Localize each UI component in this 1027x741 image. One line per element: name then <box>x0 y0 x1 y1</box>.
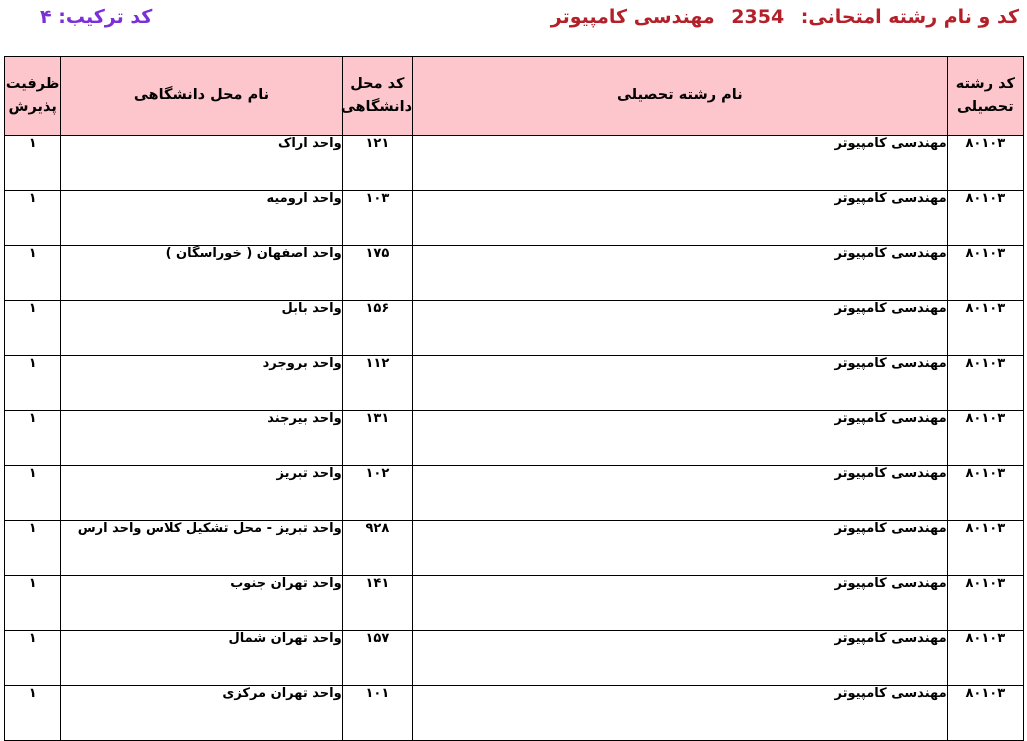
cell-uni-name: واحد بیرجند <box>61 411 342 466</box>
cell-capacity: ۱ <box>5 631 61 686</box>
cell-uni-name: واحد اصفهان ( خوراسگان ) <box>61 246 342 301</box>
cell-capacity: ۱ <box>5 356 61 411</box>
table-row <box>5 411 1024 466</box>
cell-major-code: ۸۰۱۰۳ <box>947 411 1023 466</box>
cell-uni-code: ۹۲۸ <box>342 521 412 576</box>
cell-capacity: ۱ <box>5 576 61 631</box>
cell-uni-name: واحد تهران جنوب <box>61 576 342 631</box>
table-row <box>5 356 1024 411</box>
cell-uni-code: ۱۲۱ <box>342 136 412 191</box>
exam-code: 2354 <box>731 6 785 28</box>
table-row <box>5 466 1024 521</box>
combo-label: کد ترکیب: <box>58 6 153 28</box>
cell-major-name: مهندسی کامپیوتر <box>413 576 948 631</box>
cell-major-code: ۸۰۱۰۳ <box>947 521 1023 576</box>
cell-capacity: ۱ <box>5 411 61 466</box>
cell-major-code: ۸۰۱۰۳ <box>947 576 1023 631</box>
cell-uni-name: واحد تبریز - محل تشکیل کلاس واحد ارس <box>61 521 342 576</box>
table-row <box>5 521 1024 576</box>
cell-major-code: ۸۰۱۰۳ <box>947 631 1023 686</box>
header-capacity: ظرفیت پذیرش <box>5 57 61 136</box>
cell-capacity: ۱ <box>5 686 61 741</box>
cell-major-name: مهندسی کامپیوتر <box>413 191 948 246</box>
table-row <box>5 246 1024 301</box>
cell-major-name: مهندسی کامپیوتر <box>413 356 948 411</box>
cell-major-code: ۸۰۱۰۳ <box>947 246 1023 301</box>
table-header-row <box>5 57 1024 136</box>
cell-uni-name: واحد تبریز <box>61 466 342 521</box>
cell-capacity: ۱ <box>5 191 61 246</box>
cell-uni-code: ۱۴۱ <box>342 576 412 631</box>
majors-table <box>4 56 1024 741</box>
cell-uni-name: واحد تهران مرکزی <box>61 686 342 741</box>
cell-uni-name: واحد بابل <box>61 301 342 356</box>
cell-major-code: ۸۰۱۰۳ <box>947 191 1023 246</box>
table-row <box>5 631 1024 686</box>
cell-major-code: ۸۰۱۰۳ <box>947 301 1023 356</box>
cell-uni-code: ۱۰۲ <box>342 466 412 521</box>
cell-capacity: ۱ <box>5 466 61 521</box>
cell-uni-name: واحد اراک <box>61 136 342 191</box>
cell-uni-code: ۱۳۱ <box>342 411 412 466</box>
cell-major-name: مهندسی کامپیوتر <box>413 136 948 191</box>
cell-capacity: ۱ <box>5 521 61 576</box>
cell-major-name: مهندسی کامپیوتر <box>413 686 948 741</box>
cell-major-name: مهندسی کامپیوتر <box>413 246 948 301</box>
table-row <box>5 191 1024 246</box>
cell-uni-name: واحد تهران شمال <box>61 631 342 686</box>
combo-value: ۴ <box>40 6 52 28</box>
cell-uni-code: ۱۵۷ <box>342 631 412 686</box>
header-uni-name: نام محل دانشگاهی <box>61 57 342 136</box>
header-major-name: نام رشته تحصیلی <box>413 57 948 136</box>
cell-uni-code: ۱۱۲ <box>342 356 412 411</box>
cell-capacity: ۱ <box>5 301 61 356</box>
cell-major-name: مهندسی کامپیوتر <box>413 301 948 356</box>
table-row <box>5 136 1024 191</box>
cell-uni-code: ۱۵۶ <box>342 301 412 356</box>
cell-capacity: ۱ <box>5 246 61 301</box>
cell-major-name: مهندسی کامپیوتر <box>413 411 948 466</box>
table-row <box>5 686 1024 741</box>
cell-major-name: مهندسی کامپیوتر <box>413 466 948 521</box>
cell-major-code: ۸۰۱۰۳ <box>947 686 1023 741</box>
cell-uni-code: ۱۰۱ <box>342 686 412 741</box>
table-row <box>5 301 1024 356</box>
cell-major-name: مهندسی کامپیوتر <box>413 631 948 686</box>
cell-major-code: ۸۰۱۰۳ <box>947 136 1023 191</box>
table-row <box>5 576 1024 631</box>
cell-uni-name: واحد ارومیه <box>61 191 342 246</box>
exam-name: مهندسی کامپیوتر <box>550 6 715 28</box>
exam-label: کد و نام رشته امتحانی: <box>800 6 1019 28</box>
cell-major-code: ۸۰۱۰۳ <box>947 466 1023 521</box>
header-major-code: کد رشته تحصیلی <box>947 57 1023 136</box>
cell-uni-code: ۱۷۵ <box>342 246 412 301</box>
exam-title <box>551 6 1019 28</box>
cell-uni-code: ۱۰۳ <box>342 191 412 246</box>
cell-capacity: ۱ <box>5 136 61 191</box>
header-uni-code: کد محل دانشگاهی <box>342 57 412 136</box>
combo-title <box>40 6 152 28</box>
cell-uni-name: واحد بروجرد <box>61 356 342 411</box>
cell-major-code: ۸۰۱۰۳ <box>947 356 1023 411</box>
cell-major-name: مهندسی کامپیوتر <box>413 521 948 576</box>
